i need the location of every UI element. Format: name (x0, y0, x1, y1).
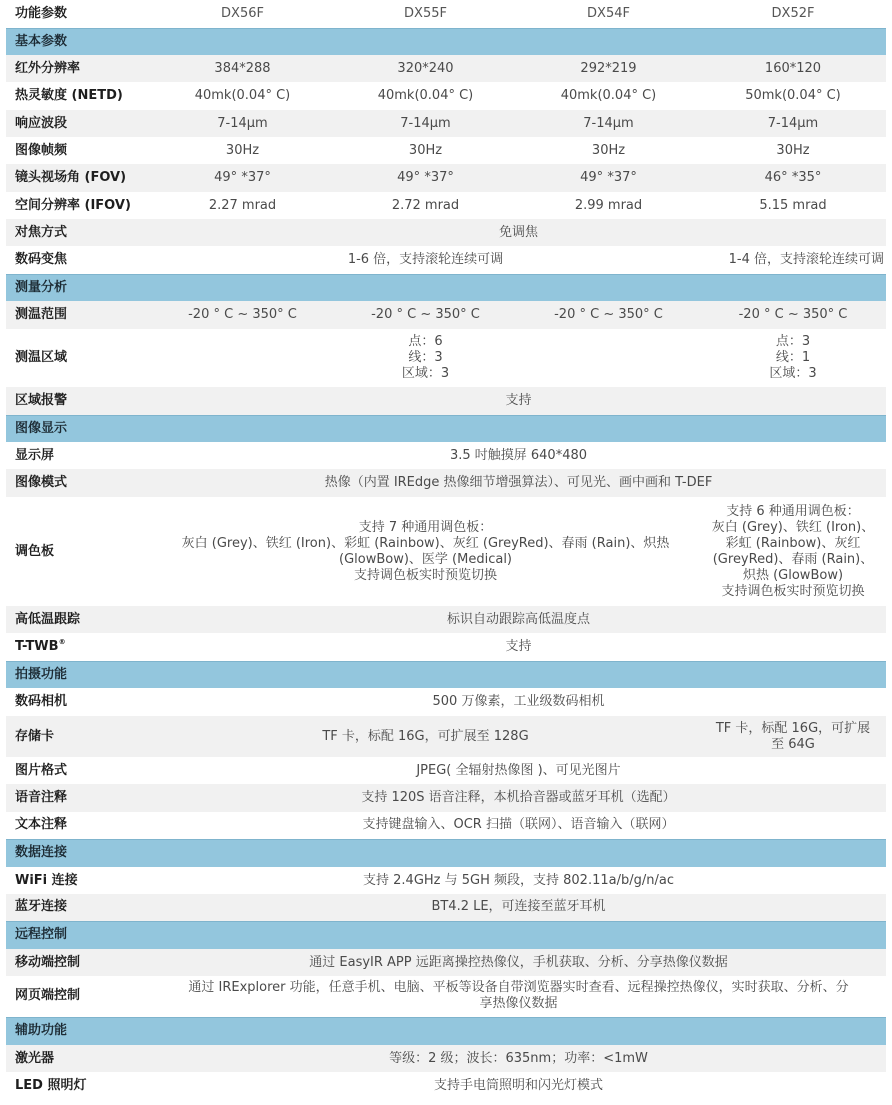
model-dx54f: DX54F (587, 5, 630, 21)
cell: 支持 2.4GHz 与 5GH 频段，支持 802.11a/b/g/n/ac (363, 872, 674, 888)
section-display (6, 415, 886, 442)
section-title: 拍摄功能 (6, 661, 886, 688)
row-label: 调色板 (15, 543, 55, 559)
cell: 3.5 吋触摸屏 640*480 (449, 447, 588, 463)
row-framerate (6, 137, 886, 164)
cell: 支持键盘输入、OCR 扫描（联网）、语音输入（联网） (362, 817, 675, 833)
cell-line: 支持 7 种通用调色板： (358, 519, 493, 535)
row-text-note (6, 812, 886, 839)
row-label: 数码相机 (15, 694, 68, 709)
row-temp-area (6, 329, 886, 387)
row-label: 图像帧频 (15, 142, 68, 158)
cell: 支持手电筒照明和闪光灯模式 (433, 1077, 603, 1093)
model-dx52f: DX52F (771, 5, 815, 21)
cell: TF 卡，标配 16G，可扩展至 128G (151, 716, 700, 757)
cell: 热像（内置 IREdge 热像细节增强算法）、可见光、画中画和 T-DEF (151, 469, 886, 497)
section-title: 基本参数 (6, 28, 886, 55)
cell-line: (GreyRed)、春雨 (Rain)、 (712, 551, 874, 567)
section-capture (6, 661, 886, 688)
ttwb-label: T-TWB (15, 638, 59, 654)
cell-line: 灰白 (Grey)、铁红 (Iron)、 (711, 519, 875, 535)
row-mobile-control (6, 949, 886, 976)
row-label: 图片格式 (15, 762, 68, 778)
model-dx56f: DX56F (221, 5, 264, 21)
row-label: 测温范围 (6, 301, 151, 329)
cell-line: 炽热 (GlowBow) (742, 567, 844, 583)
row-label: 显示屏 (15, 447, 55, 463)
cell (151, 497, 700, 606)
cell: 标识自动跟踪高低温度点 (151, 606, 886, 633)
cell: 40mk(0.04° C) (377, 88, 474, 103)
cell: 1-4 倍，支持滚轮连续可调 (728, 251, 884, 267)
section-remote (6, 921, 886, 949)
row-wifi (6, 867, 886, 894)
cell: 1-6 倍，支持滚轮连续可调 (347, 251, 504, 267)
section-title: 测量分析 (6, 274, 886, 301)
cell: 160*120 (700, 55, 886, 82)
row-label: 响应波段 (6, 110, 151, 137)
row-palette (6, 497, 886, 606)
cell-line: 线：3 (408, 350, 443, 365)
header-row (6, 0, 886, 28)
cell: 30Hz (591, 142, 626, 158)
section-measure (6, 274, 886, 301)
cell: -20 ° C ~ 350° C (334, 301, 517, 329)
row-label: WiFi 连接 (15, 872, 78, 888)
row-label: 移动端控制 (6, 949, 151, 976)
row-label: 数码变焦 (15, 251, 68, 267)
cell-line: TF 卡，标配 16G，可扩展 (715, 720, 871, 736)
cell: 7-14μm (151, 110, 334, 137)
row-web-control (6, 976, 886, 1017)
row-ifov (6, 192, 886, 219)
cell: 7-14μm (334, 110, 517, 137)
cell-line: 支持 6 种通用调色板： (726, 503, 860, 519)
cell-line: (GlowBow)、医学 (Medical) (339, 551, 512, 567)
row-label: 存储卡 (6, 716, 151, 757)
row-area-alarm (6, 387, 886, 415)
cell: 2.99 mrad (574, 197, 643, 213)
cell-line: 通过 IRExplorer 功能，任意手机、电脑、平板等设备自带浏览器实时查看、远程操控热像仪，实时获取、分析、分 (188, 980, 849, 996)
cell: 30Hz (225, 142, 260, 158)
row-digital-camera (6, 688, 886, 716)
row-screen (6, 442, 886, 469)
row-label (6, 633, 151, 661)
row-label: 文本注释 (15, 817, 68, 833)
row-image-format (6, 757, 886, 784)
cell-line: 彩虹 (Rainbow)、灰红 (725, 535, 861, 551)
cell: 通过 EasyIR APP 远距离操控热像仪，手机获取、分析、分享热像仪数据 (151, 949, 886, 976)
row-label: 镜头视场角 (FOV) (6, 164, 151, 192)
row-label: 蓝牙连接 (6, 894, 151, 921)
row-label: 语音注释 (6, 784, 151, 812)
cell (151, 976, 886, 1017)
cell: 2.72 mrad (391, 197, 460, 213)
cell: 支持 (505, 638, 532, 654)
cell: 46° *35° (700, 164, 886, 192)
row-label: 高低温跟踪 (6, 606, 151, 633)
cell-line: 享热像仪数据 (479, 996, 558, 1012)
cell: 320*240 (334, 55, 517, 82)
row-image-mode (6, 469, 886, 497)
cell: 40mk(0.04° C) (194, 88, 291, 103)
cell (700, 329, 886, 387)
cell: 49° *37° (334, 164, 517, 192)
cell (151, 329, 700, 387)
row-label: 网页端控制 (15, 988, 81, 1004)
row-bluetooth (6, 894, 886, 921)
row-label: 区域报警 (6, 387, 151, 415)
cell: 49° *37° (151, 164, 334, 192)
cell (700, 716, 886, 757)
row-voice-note (6, 784, 886, 812)
row-label: 测温区域 (15, 350, 68, 365)
row-temp-tracking (6, 606, 886, 633)
section-aux (6, 1017, 886, 1045)
row-label: 热灵敏度 (NETD) (15, 88, 123, 103)
cell: BT4.2 LE，可连接至蓝牙耳机 (151, 894, 886, 921)
row-label: 对焦方式 (6, 219, 151, 246)
cell: 40mk(0.04° C) (560, 88, 657, 103)
section-title: 远程控制 (6, 921, 886, 949)
row-label: LED 照明灯 (15, 1077, 87, 1093)
row-netd (6, 82, 886, 110)
row-label: 图像模式 (6, 469, 151, 497)
section-data (6, 839, 886, 867)
cell: 支持 120S 语音注释，本机拾音器或蓝牙耳机（选配） (151, 784, 886, 812)
section-title: 数据连接 (6, 839, 886, 867)
section-title: 图像显示 (6, 415, 886, 442)
cell-line: 点：6 (408, 334, 443, 349)
cell: 500 万像素，工业级数码相机 (432, 694, 605, 709)
cell-line: 至 64G (771, 736, 815, 752)
row-storage (6, 716, 886, 757)
row-band (6, 110, 886, 137)
cell: 支持 (151, 387, 886, 415)
row-ir-resolution (6, 55, 886, 82)
cell: 5.15 mrad (759, 197, 827, 213)
row-focus (6, 219, 886, 246)
cell-line: 支持调色板实时预览切换 (353, 567, 497, 583)
cell-line: 区域：3 (769, 366, 817, 381)
cell: JPEG( 全辐射热像图 )、可见光图片 (416, 762, 621, 778)
row-label: 红外分辨率 (6, 55, 151, 82)
cell: -20 ° C ~ 350° C (700, 301, 886, 329)
cell: 50mk(0.04° C) (745, 88, 841, 103)
cell: 49° *37° (517, 164, 700, 192)
row-temp-range (6, 301, 886, 329)
cell: 2.27 mrad (208, 197, 277, 213)
cell-line: 区域：3 (401, 366, 450, 381)
row-led-light (6, 1072, 886, 1099)
registered-mark: ® (58, 637, 66, 646)
cell: -20 ° C ~ 350° C (517, 301, 700, 329)
row-zoom (6, 246, 886, 274)
cell (700, 497, 886, 606)
cell: -20 ° C ~ 350° C (151, 301, 334, 329)
cell: 384*288 (151, 55, 334, 82)
cell: 30Hz (776, 142, 810, 158)
section-basic (6, 28, 886, 55)
row-label: 激光器 (6, 1045, 151, 1072)
header-label: 功能参数 (15, 5, 68, 21)
cell: 30Hz (408, 142, 443, 158)
cell: 免调焦 (151, 219, 886, 246)
cell-line: 线：1 (775, 350, 811, 365)
cell: 292*219 (517, 55, 700, 82)
section-title: 辅助功能 (6, 1017, 886, 1045)
cell: 7-14μm (700, 110, 886, 137)
row-label: 空间分辨率 (IFOV) (15, 197, 131, 213)
cell-line: 点：3 (775, 334, 811, 349)
model-dx55f: DX55F (404, 5, 447, 21)
cell: 等级：2 级；波长：635nm；功率：<1mW (151, 1045, 886, 1072)
row-ttwb (6, 633, 886, 661)
cell: 7-14μm (517, 110, 700, 137)
cell-line: 支持调色板实时预览切换 (721, 583, 865, 599)
row-fov (6, 164, 886, 192)
row-laser (6, 1045, 886, 1072)
cell-line: 灰白 (Grey)、铁红 (Iron)、彩虹 (Rainbow)、灰红 (GreyRed)、春雨 (Rain)、炽热 (181, 535, 670, 551)
spec-table (6, 0, 886, 1099)
